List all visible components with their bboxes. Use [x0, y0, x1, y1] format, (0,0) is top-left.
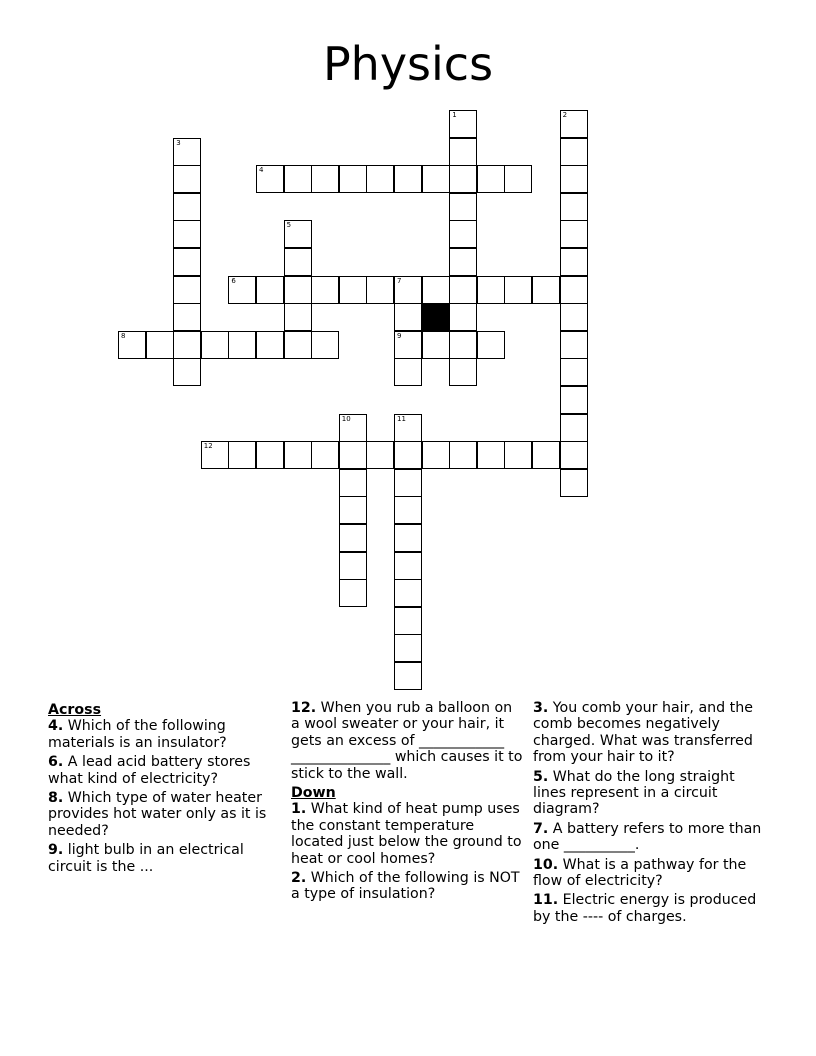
clue-number: 10: [341, 414, 351, 423]
grid-cell[interactable]: [311, 331, 339, 359]
grid-cell[interactable]: [394, 414, 422, 442]
grid-cell[interactable]: [394, 303, 422, 331]
grid-cell[interactable]: [201, 441, 229, 469]
grid-cell[interactable]: [504, 165, 532, 193]
grid-cell[interactable]: [339, 276, 367, 304]
down-clue-10: 10. What is a pathway for the flow of electricity?: [533, 856, 747, 890]
clue-number: 4: [259, 166, 264, 175]
grid-cell[interactable]: [449, 358, 477, 386]
clue-number: 3: [176, 138, 181, 147]
grid-cell[interactable]: [339, 414, 367, 442]
grid-cell[interactable]: [560, 138, 588, 166]
grid-cell[interactable]: [173, 248, 201, 276]
grid-cell[interactable]: [560, 441, 588, 469]
clue-number: 5: [286, 221, 292, 230]
grid-cell[interactable]: [394, 634, 422, 662]
grid-cell[interactable]: [284, 331, 312, 359]
grid-cell[interactable]: [560, 386, 588, 414]
grid-cell[interactable]: [560, 165, 588, 193]
grid-cell[interactable]: [339, 524, 367, 552]
grid-cell[interactable]: [256, 441, 284, 469]
grid-cell[interactable]: [228, 276, 256, 304]
grid-cell[interactable]: [532, 441, 560, 469]
grid-cell[interactable]: [560, 276, 588, 304]
grid-cell[interactable]: [394, 441, 422, 469]
grid-cell[interactable]: [339, 441, 367, 469]
grid-cell[interactable]: [394, 524, 422, 552]
grid-cell[interactable]: [449, 303, 477, 331]
grid-cell[interactable]: [477, 441, 505, 469]
grid-cell[interactable]: [477, 331, 505, 359]
across-header: Across: [48, 702, 102, 718]
across-clue-4: 4. Which of the following materials is an insulator?: [48, 718, 227, 751]
grid-cell[interactable]: [339, 469, 367, 497]
grid-cell[interactable]: [118, 331, 146, 359]
grid-cell[interactable]: [146, 331, 174, 359]
grid-cell[interactable]: [449, 165, 477, 193]
grid-cell[interactable]: [504, 276, 532, 304]
across-clue-8: 8. Which type of water heater provides hot water only as it is needed?: [48, 790, 267, 839]
down-clue-3: 3. You comb your hair, and the comb becomes negatively charged. What was transferred from your hair to it?: [533, 700, 753, 766]
clue-number: 6: [231, 276, 236, 285]
grid-cell[interactable]: [173, 331, 201, 359]
clue-number: 8: [121, 331, 126, 340]
grid-cell[interactable]: [284, 220, 312, 248]
down-clue-2: 2. Which of the following is NOT a type of insulation?: [291, 870, 520, 903]
grid-cell[interactable]: [339, 552, 367, 580]
clue-number: 2: [562, 111, 568, 119]
grid-cell[interactable]: [449, 110, 477, 138]
grid-cell[interactable]: [284, 165, 312, 193]
across-clue-9: 9. light bulb in an electrical circuit is the ...: [48, 842, 244, 875]
grid-cell[interactable]: [366, 165, 394, 193]
grid-cell[interactable]: [560, 358, 588, 386]
grid-cell[interactable]: [560, 110, 588, 138]
down-clue-11: 11. Electric energy is produced by the ---- of charges.: [533, 892, 757, 925]
grid-cell[interactable]: [532, 276, 560, 304]
grid-cell[interactable]: [201, 331, 229, 359]
grid-cell[interactable]: [366, 276, 394, 304]
grid-cell[interactable]: [173, 138, 201, 166]
across-clue-6: 6. A lead acid battery stores what kind of electricity?: [48, 754, 251, 787]
grid-cell[interactable]: [366, 441, 394, 469]
grid-cell[interactable]: [560, 303, 588, 331]
grid-cell[interactable]: [394, 358, 422, 386]
grid-cell[interactable]: [560, 193, 588, 221]
grid-cell[interactable]: [449, 138, 477, 166]
grid-cell[interactable]: [256, 331, 284, 359]
grid-cell[interactable]: [394, 552, 422, 580]
down-clue-7: 7. A battery refers to more than one __________.: [533, 820, 762, 854]
grid-cell[interactable]: [228, 441, 256, 469]
clues-column-3: [533, 700, 767, 928]
grid-cell[interactable]: [449, 248, 477, 276]
grid-cell[interactable]: [394, 469, 422, 497]
grid-cell[interactable]: [422, 441, 450, 469]
grid-cell[interactable]: [394, 496, 422, 524]
grid-cell[interactable]: [422, 276, 450, 304]
grid-cell[interactable]: [449, 193, 477, 221]
black-square: [422, 303, 450, 331]
grid-cell[interactable]: [173, 358, 201, 386]
grid-cell[interactable]: [394, 331, 422, 359]
down-clue-5: 5. What do the long straight lines represent in a circuit diagram?: [533, 768, 735, 818]
down-clue-1: 1. What kind of heat pump uses the constant temperature located just below the ground to heat or cool homes?: [291, 801, 522, 867]
grid-cell[interactable]: [560, 414, 588, 442]
grid-cell[interactable]: [394, 276, 422, 304]
grid-cell[interactable]: [560, 220, 588, 248]
grid-cell[interactable]: [173, 193, 201, 221]
clue-number: 1: [452, 111, 457, 119]
grid-cell[interactable]: [284, 248, 312, 276]
grid-cell[interactable]: [449, 441, 477, 469]
grid-cell[interactable]: [173, 276, 201, 304]
grid-cell[interactable]: [477, 276, 505, 304]
grid-cell[interactable]: [339, 496, 367, 524]
grid-cell[interactable]: [394, 607, 422, 635]
grid-cell[interactable]: [228, 331, 256, 359]
grid-cell[interactable]: [449, 276, 477, 304]
down-header: Down: [291, 785, 336, 802]
grid-cell[interactable]: [311, 165, 339, 193]
grid-cell[interactable]: [311, 276, 339, 304]
grid-cell[interactable]: [449, 331, 477, 359]
grid-cell[interactable]: [256, 165, 284, 193]
grid-cell[interactable]: [173, 165, 201, 193]
grid-cell[interactable]: [339, 579, 367, 607]
clues-column-1: [48, 700, 282, 878]
clue-number: 12: [203, 442, 213, 451]
page-title: Physics: [322, 37, 494, 91]
grid-cell[interactable]: [560, 248, 588, 276]
grid-cell[interactable]: [560, 469, 588, 497]
grid-cell[interactable]: [394, 662, 422, 690]
grid-cell[interactable]: [394, 579, 422, 607]
grid-cell[interactable]: [504, 441, 532, 469]
clue-number: 11: [397, 414, 406, 423]
grid-cell[interactable]: [477, 165, 505, 193]
grid-cell[interactable]: [339, 165, 367, 193]
clue-number: 9: [397, 331, 402, 340]
grid-cell[interactable]: [422, 165, 450, 193]
grid-cell[interactable]: [311, 441, 339, 469]
grid-cell[interactable]: [394, 165, 422, 193]
grid-cell[interactable]: [173, 303, 201, 331]
clue-number: 7: [397, 276, 402, 285]
grid-cell[interactable]: [449, 220, 477, 248]
grid-cell[interactable]: [284, 303, 312, 331]
grid-cell[interactable]: [284, 276, 312, 304]
grid-cell[interactable]: [173, 220, 201, 248]
grid-cell[interactable]: [284, 441, 312, 469]
grid-cell[interactable]: [256, 276, 284, 304]
clues-column-2: [291, 700, 525, 906]
across-clue-12: 12. When you rub a balloon on a wool sweater or your hair, it gets an excess of ____________ ______________ which causes it to stick to the wall.: [291, 700, 523, 782]
grid-cell[interactable]: [422, 331, 450, 359]
grid-cell[interactable]: [560, 331, 588, 359]
